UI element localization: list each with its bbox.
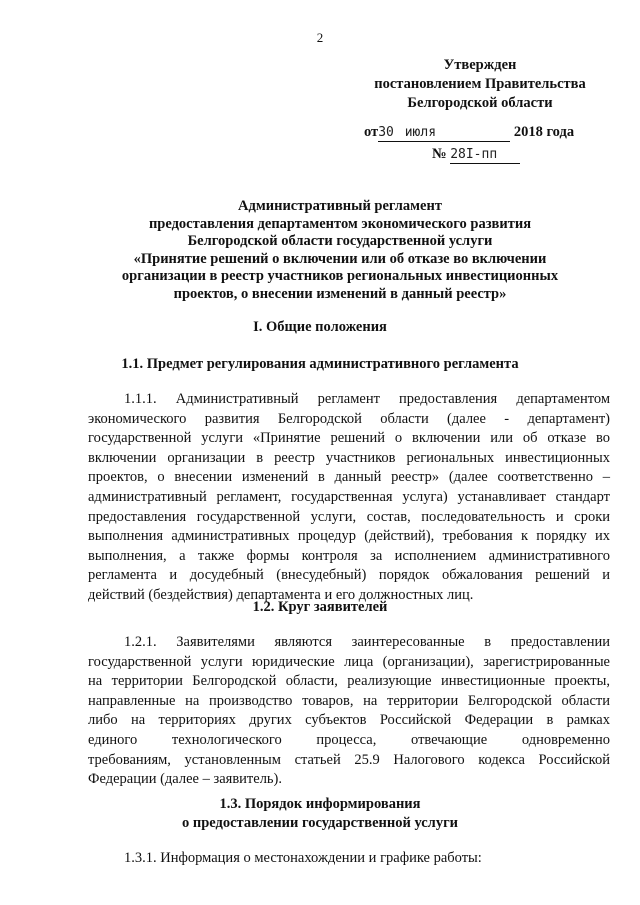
text-line: проектов, о внесении изменений в данный реестр» (далее соответственно – xyxy=(88,469,610,486)
subsection-heading: 1.2. Круг заявителей xyxy=(252,599,388,615)
title-line: предоставления департаментом экономического развития xyxy=(148,215,532,232)
paragraph-1-2-1 xyxy=(88,633,610,790)
text-line: 1.2.1. Заявителями являются заинтересованные в предоставлении xyxy=(124,634,610,650)
text-line: либо на территориях других субъектов Российской Федерации в рамках xyxy=(88,712,610,729)
date-suffix: 2018 года xyxy=(513,124,575,140)
text-line: Федерации (далее – заявитель). xyxy=(88,771,282,788)
number-prefix: № xyxy=(432,146,447,162)
subsection-heading: 1.1. Предмет регулирования административного регламента xyxy=(121,356,519,372)
page-number: 2 xyxy=(316,30,324,45)
text-line: регламента и досудебный (внесудебный) порядок обжалования решений и xyxy=(88,567,610,584)
title-line: Белгородской области государственной услуги xyxy=(187,233,493,249)
text-line: выполнения административных процедур (действий), требования к порядку их xyxy=(88,528,610,545)
heading-line: 1.3. Порядок информирования xyxy=(219,796,421,812)
title-line: «Принятие решений о включении или об отказе во включении xyxy=(133,250,547,267)
text-line: административный регламент, государственная услуга) устанавливает стандарт xyxy=(88,488,610,505)
title-line: проектов, о внесении изменений в данный реестр» xyxy=(173,285,507,302)
paragraph-1-3-1 xyxy=(88,849,610,869)
approval-date xyxy=(364,124,574,142)
approval-line: Утвержден xyxy=(443,57,517,73)
title-line: организации в реестр участников региональных инвестиционных xyxy=(121,268,559,284)
date-month: июля xyxy=(404,125,437,140)
text-line: включении организации в реестр участников региональных инвестиционных xyxy=(88,449,610,466)
paragraph-1-1-1 xyxy=(88,390,610,606)
date-prefix: от xyxy=(364,124,379,140)
date-day: 30 xyxy=(378,125,394,140)
number-value: 28I-пп xyxy=(450,147,498,162)
approval-line: Белгородской области xyxy=(407,95,553,111)
text-line: предоставления государственной услуги, состав, последовательность и сроки xyxy=(88,508,610,525)
text-line: на территории Белгородской области, реализующие инвестиционные проекты, xyxy=(88,673,610,690)
heading-line: о предоставлении государственной услуги xyxy=(181,815,459,831)
text-line: действий (бездействия) департамента и его должностных лиц. xyxy=(88,586,474,603)
document-title xyxy=(110,198,570,303)
text-line: экономического развития Белгородской области (далее - департамент) xyxy=(88,410,610,427)
subsection-heading xyxy=(60,795,580,833)
text-line: государственной услуги «Принятие решений о включении или об отказе во xyxy=(88,430,610,447)
section-heading: I. Общие положения xyxy=(253,319,387,335)
approval-stamp xyxy=(340,56,620,113)
text-line: требованиям, установленным статьей 25.9 Налогового кодекса Российской xyxy=(88,751,610,768)
approval-number xyxy=(432,146,520,164)
title-line: Административный регламент xyxy=(238,198,442,214)
text-line: единого технологического процесса, отвечающие одновременно xyxy=(88,731,610,748)
text-line: направленные на производство товаров, на территории Белгородской области xyxy=(88,692,610,709)
approval-line: постановлением Правительства xyxy=(374,76,586,92)
text-line: государственной услуги юридические лица (организации), зарегистрированные xyxy=(88,653,610,670)
text-line: 1.1.1. Административный регламент предоставления департаментом xyxy=(124,391,610,407)
text-line: 1.3.1. Информация о местонахождении и графике работы: xyxy=(124,850,482,866)
text-line: выполнения, а также формы контроля за исполнением административного xyxy=(88,547,610,564)
